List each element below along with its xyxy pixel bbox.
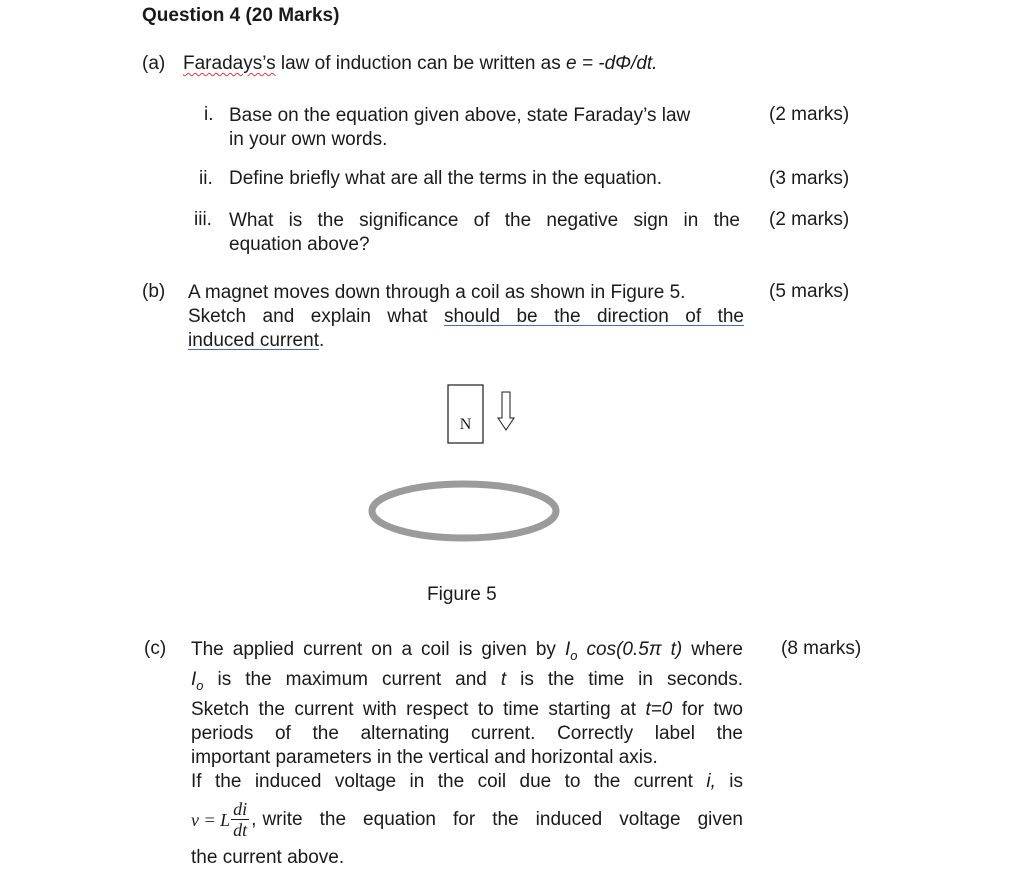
- part-c-line1: [191, 638, 743, 668]
- part-c-line6: [191, 770, 743, 794]
- part-c-label: (c): [144, 638, 167, 659]
- c-l1-b: where: [682, 639, 743, 660]
- voltage-eq-fraction: [231, 799, 249, 840]
- c-l2-io: I: [191, 668, 197, 690]
- item-iii-number: iii.: [194, 209, 212, 230]
- item-iii-marks: (2 marks): [769, 209, 850, 230]
- part-b-line2-plain: Sketch and explain what: [188, 306, 445, 327]
- part-c-line5: important parameters in the vertical and horizontal axis.: [191, 746, 658, 768]
- part-b-line1: A magnet moves down through a coil as shown in Figure 5.: [188, 282, 686, 303]
- item-i-line2: in your own words.: [229, 129, 388, 150]
- c-l7: write the equation for the induced voltage given: [262, 808, 743, 830]
- figure-caption: Figure 5: [427, 584, 497, 605]
- part-c-text: [191, 638, 743, 870]
- c-l1-a: The applied current on a coil is given by: [191, 639, 565, 660]
- c-l6-b: is: [715, 770, 743, 792]
- part-c-line7: [191, 794, 743, 846]
- voltage-eq-numerator: di: [233, 799, 248, 820]
- down-arrow-icon: [498, 392, 514, 430]
- c-l2-a: is the maximum current and: [203, 668, 501, 690]
- misspelled-word: Faradays’s: [183, 53, 276, 74]
- item-iii-line2: equation above?: [229, 234, 370, 255]
- c-l6-i: i,: [706, 770, 716, 792]
- voltage-eq-lhs: v = L: [191, 809, 231, 830]
- figure-5-diagram: [360, 378, 570, 558]
- voltage-eq-denominator: dt: [233, 820, 248, 841]
- c-l3-b: for two: [672, 698, 743, 720]
- faraday-equation: e = -dΦ/dt.: [566, 53, 658, 74]
- part-c-line8: the current above.: [191, 846, 345, 868]
- item-i-line1: Base on the equation given above, state Faraday’s law: [229, 105, 691, 126]
- c-l2-b: is the time in seconds.: [506, 668, 743, 690]
- item-i-marks: (2 marks): [769, 104, 850, 125]
- part-c-line2: [191, 668, 743, 698]
- part-c-line3: [191, 698, 743, 722]
- voltage-eq-comma: ,: [251, 808, 257, 830]
- part-b-line2: [188, 305, 744, 329]
- c-l3-a: Sketch the current with respect to time starting at: [191, 698, 646, 720]
- magnet-box: [448, 385, 483, 443]
- c-l1-io-sub: o: [570, 647, 578, 663]
- part-b-line3: [188, 329, 744, 353]
- question-title: Question 4 (20 Marks): [142, 5, 340, 26]
- part-a-label: (a): [142, 53, 166, 74]
- grammar-underline-1: should be the direction of the: [444, 306, 744, 327]
- part-b-marks: (5 marks): [769, 281, 850, 302]
- item-ii-text: Define briefly what are all the terms in the equation.: [229, 168, 663, 189]
- magnet-north-label: N: [459, 416, 472, 433]
- c-l2-t: t: [500, 668, 507, 690]
- item-i-number: i.: [204, 104, 214, 125]
- c-l3-eq: t=0: [645, 698, 673, 720]
- item-iii-text: [229, 209, 740, 257]
- part-b-label: (b): [142, 281, 166, 302]
- item-i-text: [229, 104, 690, 152]
- coil-ring: [372, 484, 556, 538]
- item-ii-number: ii.: [199, 168, 213, 189]
- part-a-text: law of induction can be written as: [275, 53, 567, 74]
- part-b-text: [188, 281, 744, 353]
- c-l1-cos: cos(0.5π t): [577, 639, 683, 660]
- c-l1-io: I: [564, 639, 571, 660]
- part-c-marks: (8 marks): [781, 638, 862, 659]
- item-iii-line1: What is the significance of the negative sign in the: [229, 210, 740, 231]
- item-ii-marks: (3 marks): [769, 168, 850, 189]
- part-b-line3-end: .: [318, 330, 325, 351]
- c-l2-io-sub: o: [196, 677, 204, 693]
- grammar-underline-2: induced current: [188, 330, 319, 351]
- part-c-line4: periods of the alternating current. Correctly label the: [191, 722, 743, 744]
- c-l6-a: If the induced voltage in the coil due to the current: [191, 770, 707, 792]
- part-a-statement: [183, 53, 657, 75]
